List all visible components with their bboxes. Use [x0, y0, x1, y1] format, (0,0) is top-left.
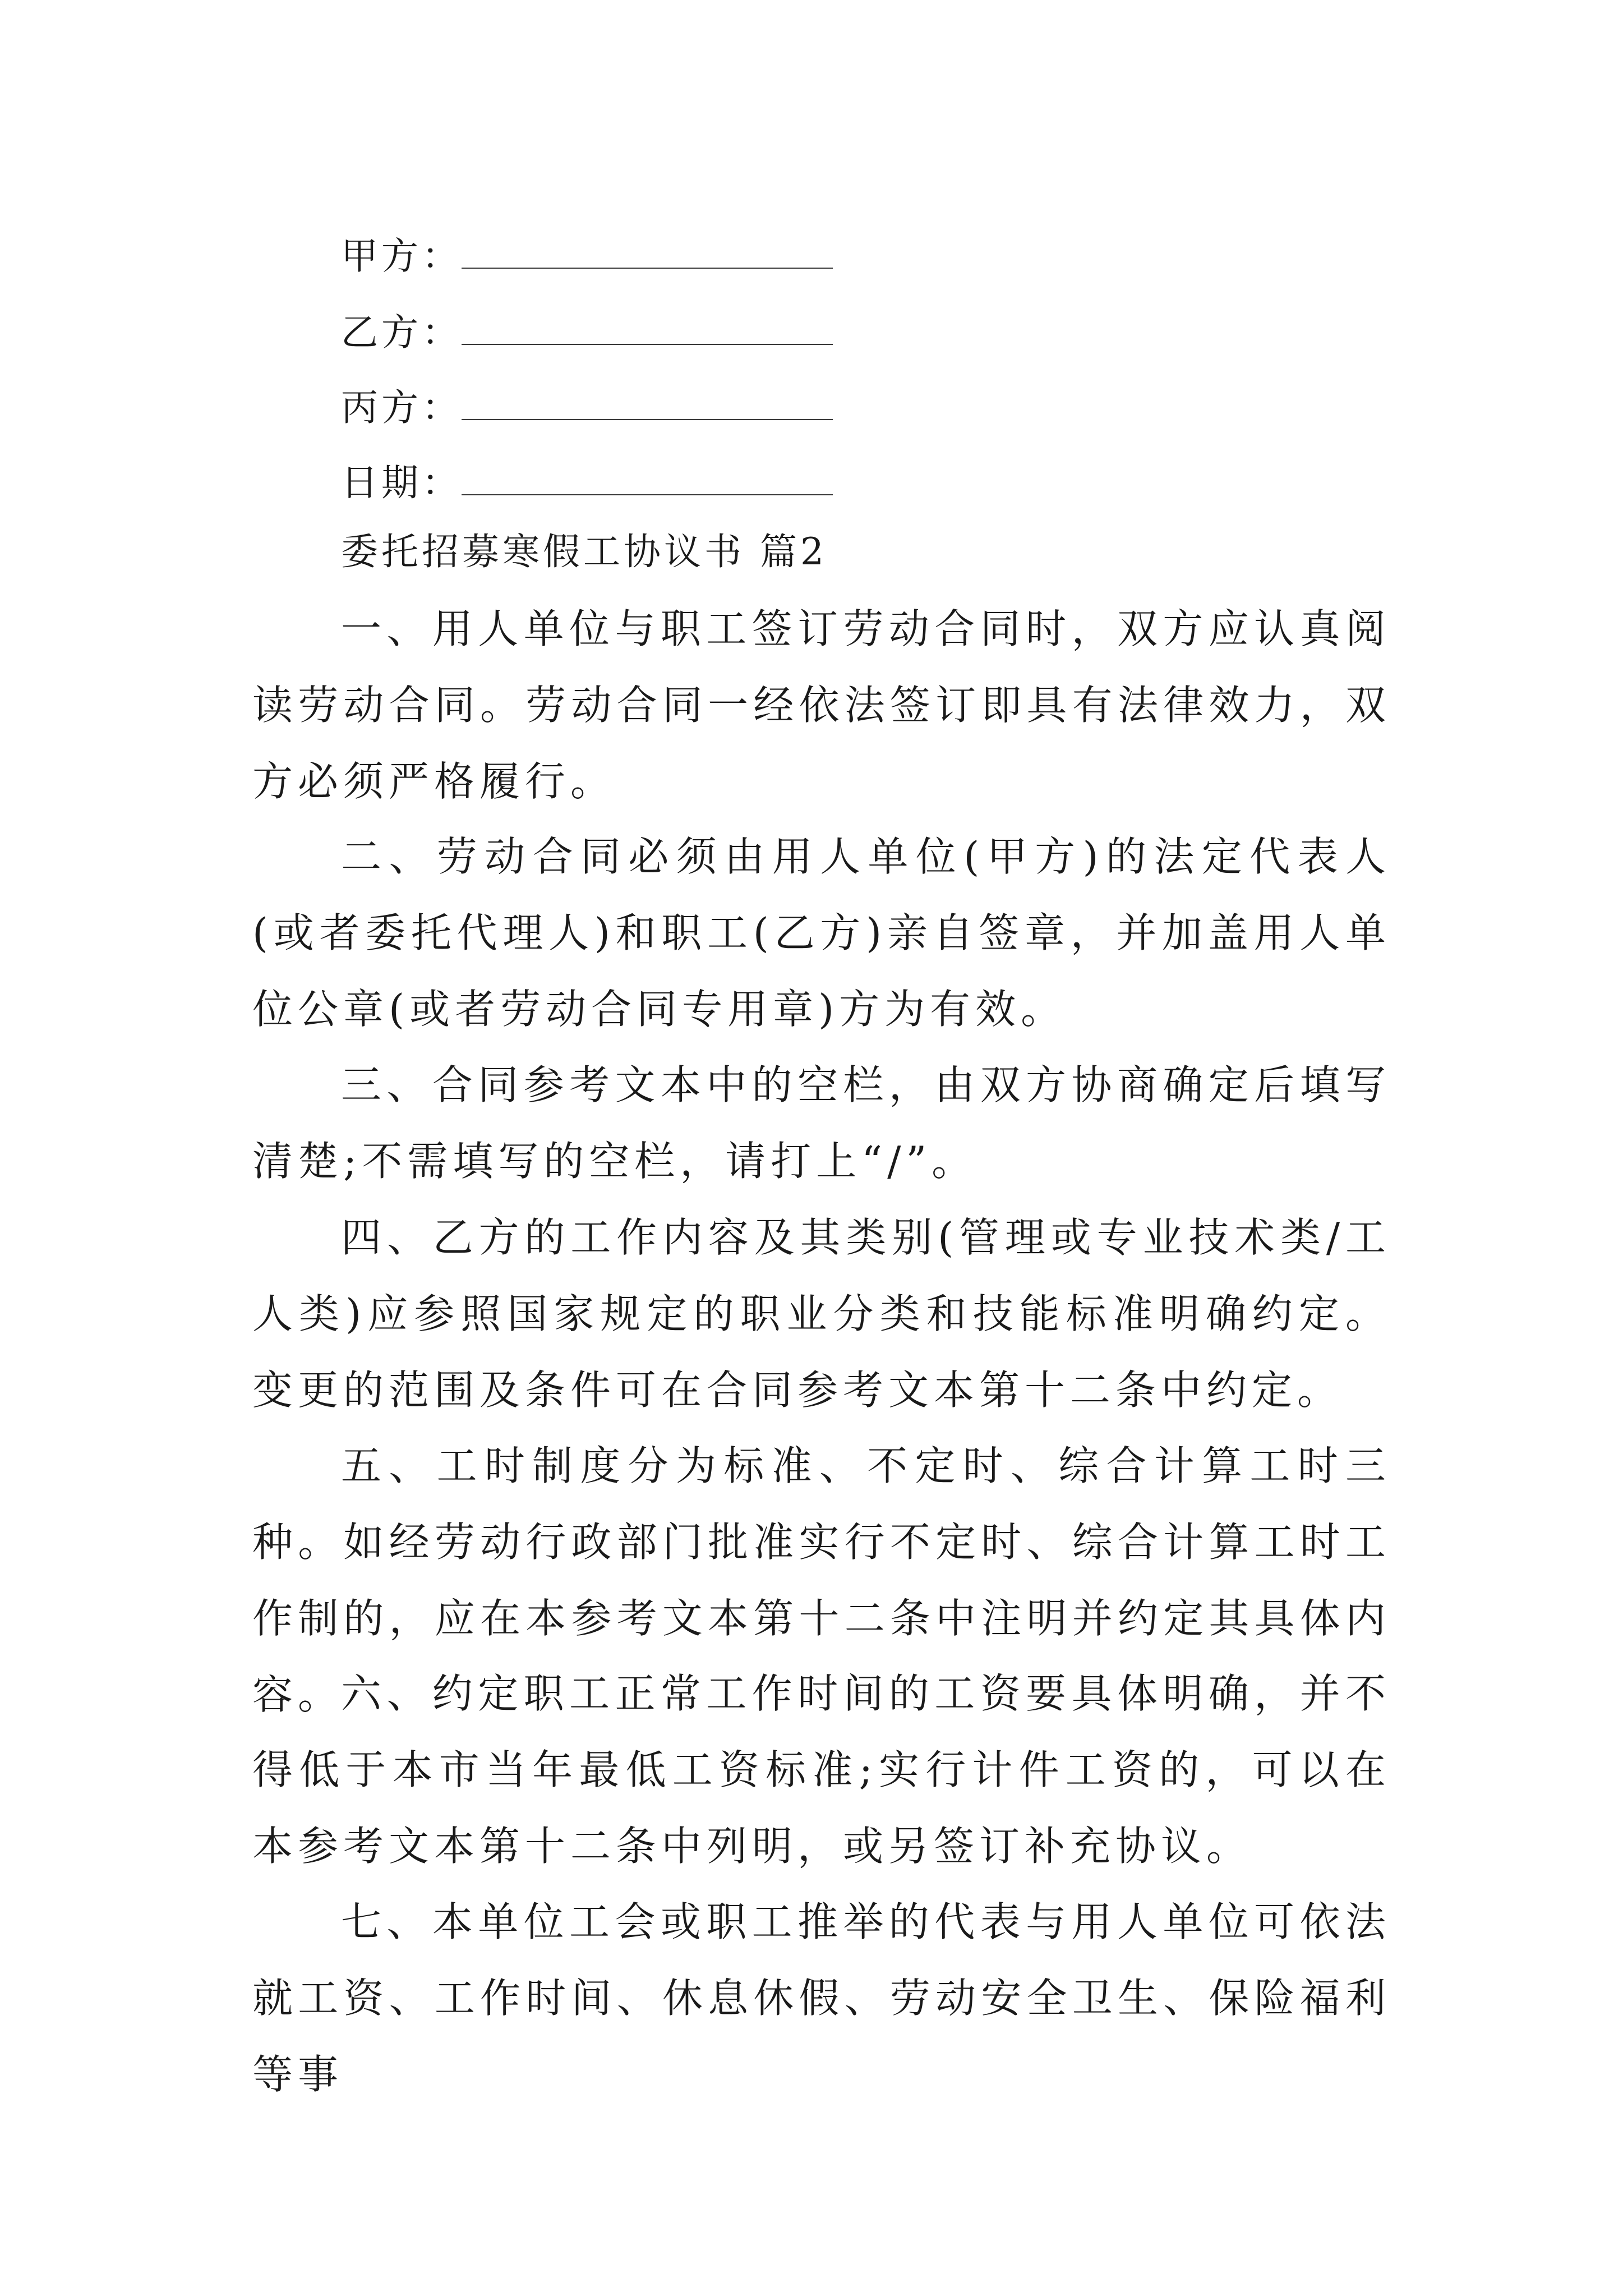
section-heading: 委托招募寒假工协议书 篇2 [341, 530, 827, 573]
clause-2: 二、劳动合同必须由用人单位(甲方)的法定代表人(或者委托代理人)和职工(乙方)亲自签章，并加盖用人单位公章(或者劳动合同专用章)方为有效。 [252, 833, 1391, 1033]
party-b-label: 乙方： [341, 310, 462, 354]
party-a-blank-line [462, 268, 833, 269]
signature-row-party-b [341, 301, 833, 357]
party-b-blank-line [462, 344, 833, 345]
clause-6: 六、约定职工正常工作时间的工资要具体明确，并不得低于本市当年最低工资标准;实行计件工资的，可以在本参考文本第十二条中列明，或另签订补充协议。 [252, 1670, 1391, 1870]
signature-row-party-c [341, 376, 833, 432]
date-blank-line [462, 494, 833, 495]
clause-4: 四、乙方的工作内容及其类别(管理或专业技术类/工人类)应参照国家规定的职业分类和技能标准明确约定。变更的范围及条件可在合同参考文本第十二条中约定。 [252, 1214, 1391, 1414]
clause-7: 七、本单位工会或职工推举的代表与用人单位可依法就工资、工作时间、休息休假、劳动安全卫生、保险福利等事 [252, 1898, 1391, 2098]
signature-row-party-a [341, 224, 833, 280]
party-a-label: 甲方： [341, 234, 462, 278]
clause-3: 三、合同参考文本中的空栏，由双方协商确定后填写清楚;不需填写的空栏，请打上“/”。 [252, 1061, 1391, 1185]
party-c-label: 丙方： [341, 385, 462, 429]
signature-row-date [341, 451, 833, 507]
date-label: 日期： [341, 461, 462, 504]
clause-5: 五、工时制度分为标准、不定时、综合计算工时三种。如经劳动行政部门批准实行不定时、综合计算工时工作制的，应在本参考文本第十二条中注明并约定其具体内容。 [252, 1442, 1391, 1718]
party-c-blank-line [462, 419, 833, 420]
clause-1: 一、用人单位与职工签订劳动合同时，双方应认真阅读劳动合同。劳动合同一经依法签订即具有法律效力，双方必须严格履行。 [252, 605, 1391, 805]
